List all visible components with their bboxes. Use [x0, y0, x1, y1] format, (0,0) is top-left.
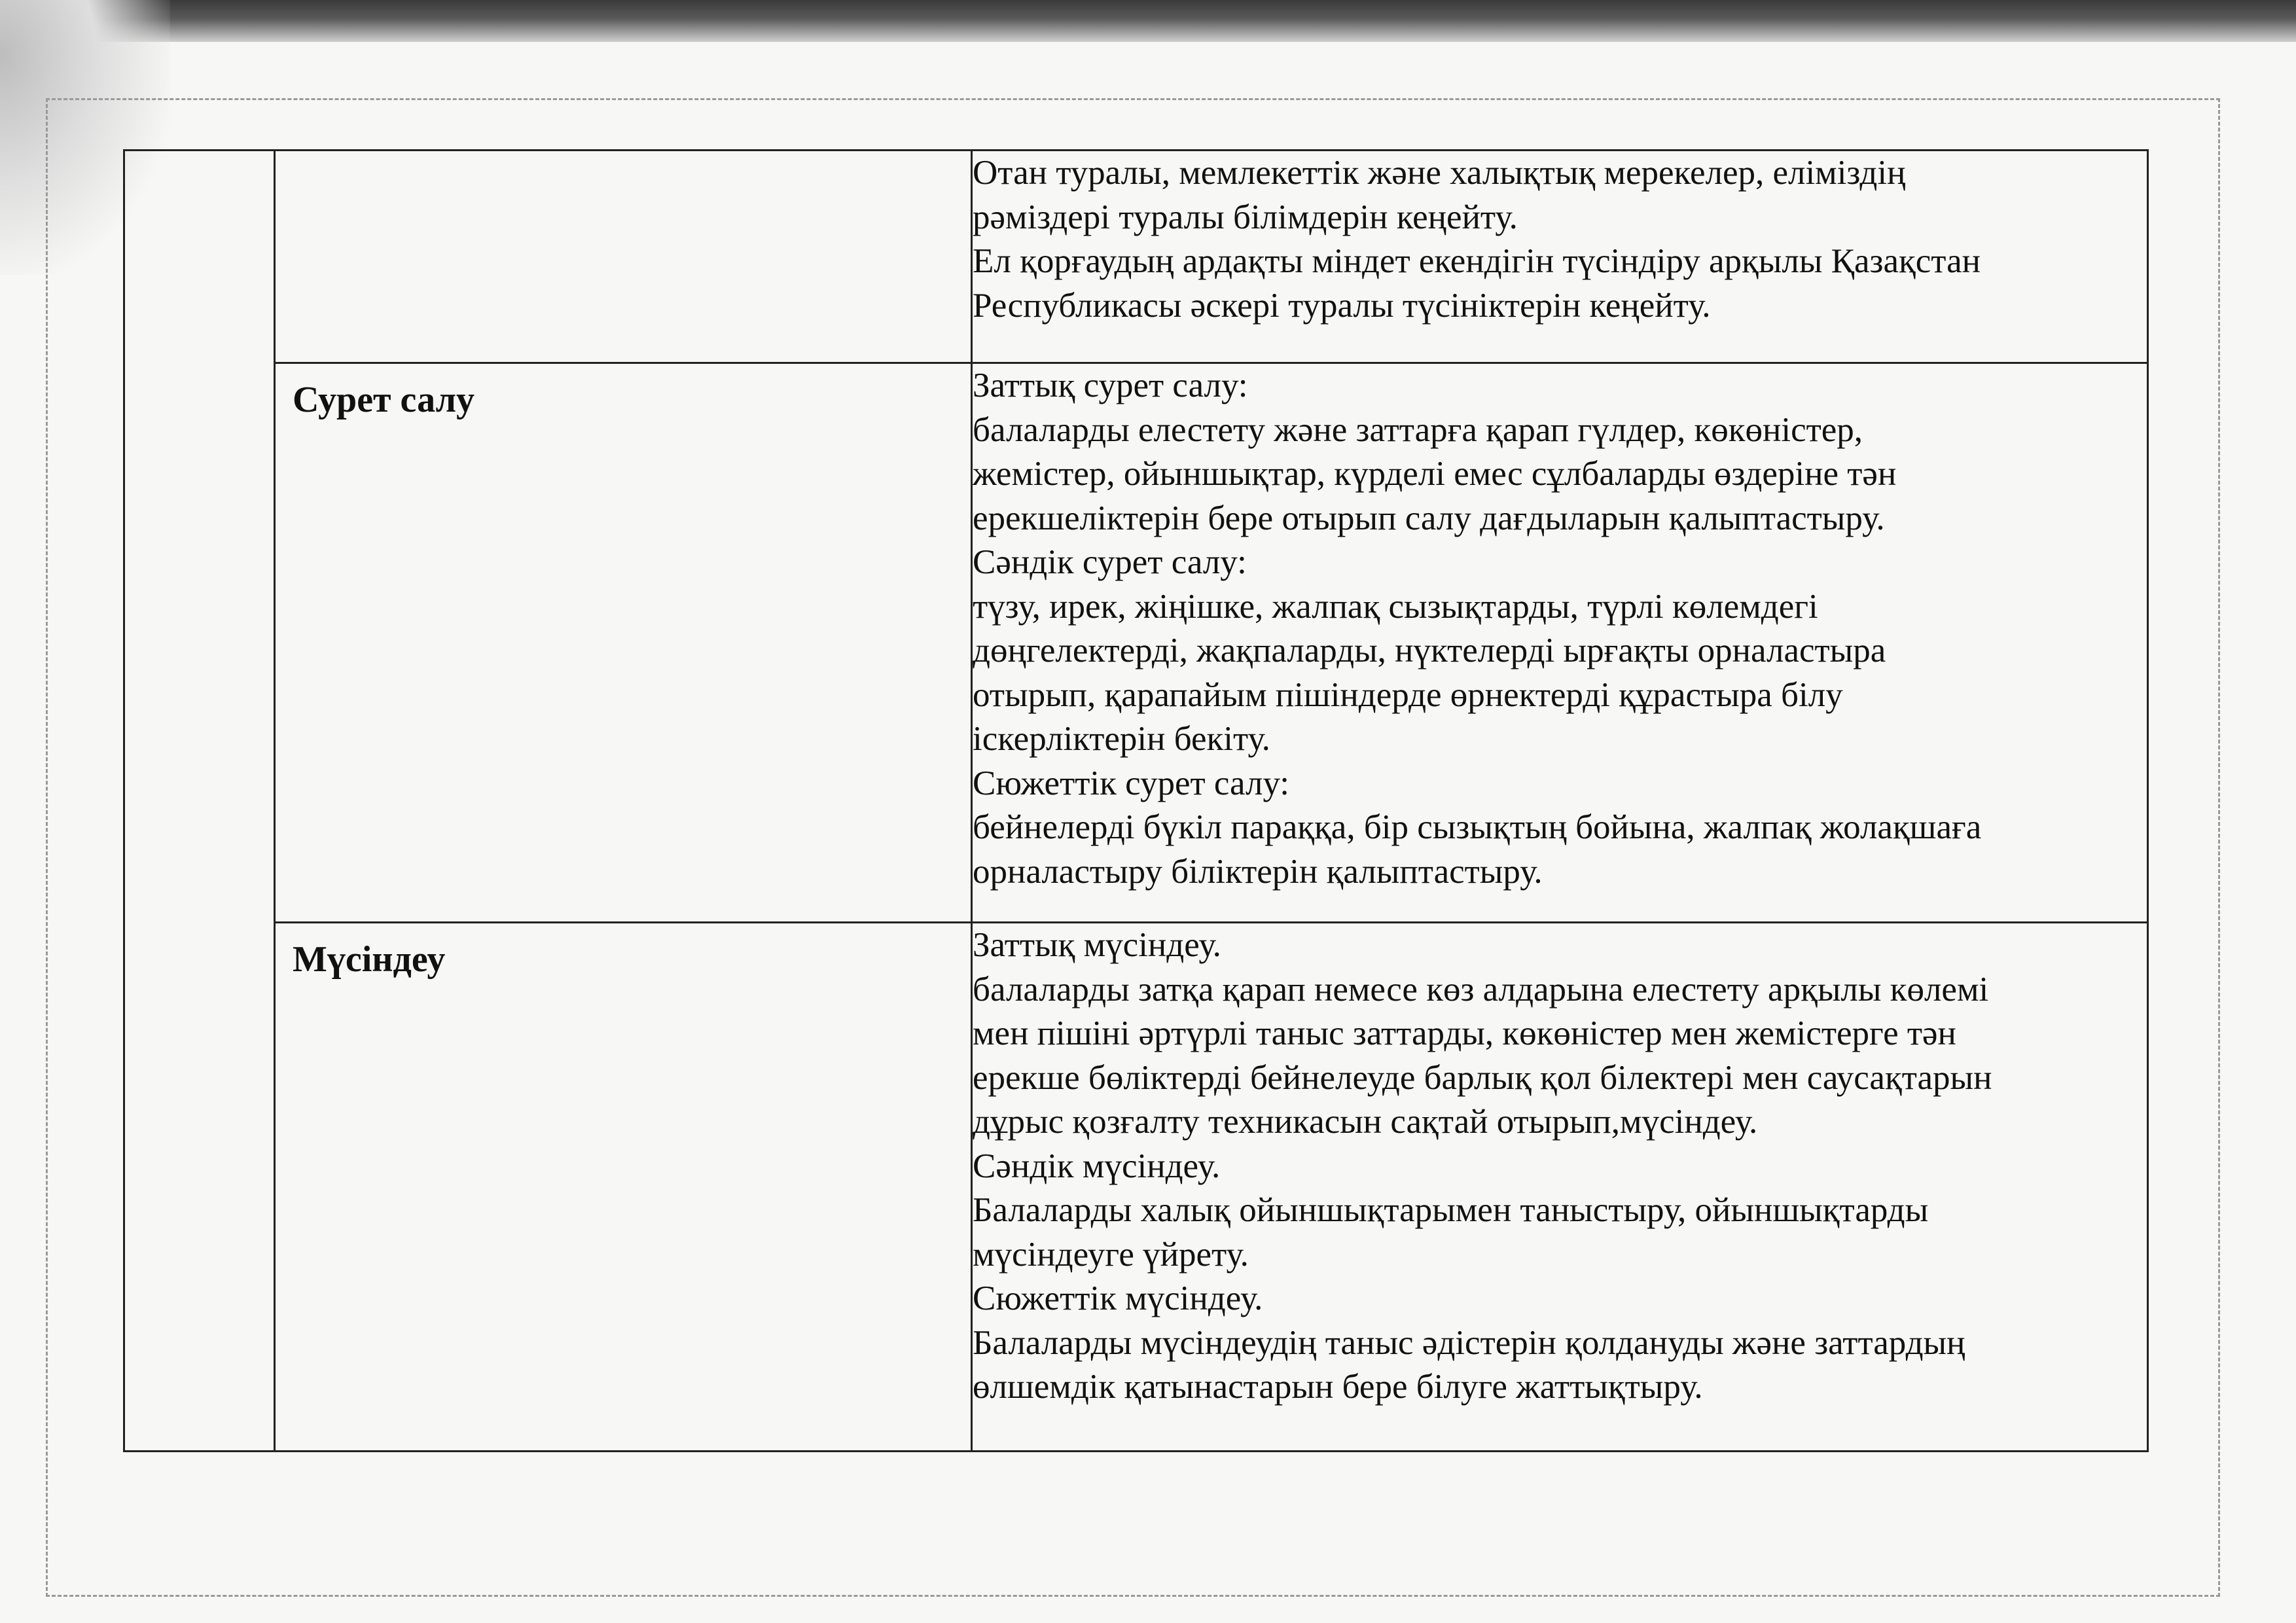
- content-line: мүсіндеуге үйрету.: [973, 1235, 1249, 1274]
- content-line: іскерліктерін бекіту.: [973, 720, 1270, 758]
- content-cell: [972, 363, 2148, 923]
- content-line: Сәндік мүсіндеу.: [973, 1147, 1221, 1185]
- section-title: Сурет салу: [293, 380, 475, 420]
- content-line: дөңгелектерді, жақпаларды, нүктелерді ырғақты орналастыра: [973, 632, 1886, 669]
- table-row: [124, 363, 2148, 923]
- content-cell: [972, 923, 2148, 1452]
- table-body: [124, 151, 2148, 1452]
- content-line: өлшемдік қатынастарын бере білуге жаттықтыру.: [973, 1368, 1703, 1406]
- content-line: орналастыру біліктерін қалыптастыру.: [973, 852, 1543, 891]
- content-line: Сюжеттік сурет салу:: [973, 764, 1290, 802]
- section-cell: [275, 363, 972, 923]
- section-cell: [275, 923, 972, 1452]
- section-title: Мүсіндеу: [293, 939, 446, 980]
- content-line: Республикасы әскері туралы түсініктерін кеңейту.: [973, 286, 1711, 325]
- content-line: түзу, ирек, жіңішке, жалпақ сызықтарды, түрлі көлемдегі: [973, 587, 1818, 626]
- content-line: Заттық мүсіндеу.: [973, 926, 1221, 964]
- table-row: [124, 151, 2148, 363]
- index-column-cell: [124, 151, 275, 1452]
- content-line: Сюжеттік мүсіндеу.: [973, 1279, 1263, 1317]
- content-line: Балаларды мүсіндеудің таныс әдістерін қолдануды және заттардың: [973, 1323, 1965, 1362]
- content-line: ерекше бөліктерді бейнелеуде барлық қол білектері мен саусақтарын: [973, 1058, 1992, 1097]
- content-line: Ел қорғаудың ардақты міндет екендігін түсіндіру арқылы Қазақстан: [973, 242, 1981, 280]
- content-line: балаларды елестету және заттарға қарап гүлдер, көкөністер,: [973, 410, 1863, 449]
- scan-top-shadow: [0, 0, 2296, 42]
- content-line: Балаларды халық ойыншықтарымен таныстыру, ойыншықтарды: [973, 1191, 1929, 1229]
- content-line: Заттық сурет салу:: [973, 366, 1248, 404]
- content-line: дұрыс қозғалту техникасын сақтай отырып,мүсіндеу.: [973, 1103, 1758, 1141]
- section-cell: [275, 151, 972, 363]
- content-line: рәміздері туралы білімдерін кеңейту.: [973, 198, 1518, 236]
- content-line: отырып, қарапайым пішіндерде өрнектерді құрастыра білу: [973, 675, 1843, 714]
- section-title: [276, 151, 971, 166]
- content-cell: [972, 151, 2148, 363]
- curriculum-table: [123, 149, 2149, 1452]
- content-line: балаларды затқа қарап немесе көз алдарына елестету арқылы көлемі: [973, 970, 1989, 1008]
- table-row: [124, 923, 2148, 1452]
- content-line: Сәндік сурет салу:: [973, 543, 1247, 581]
- content-line: мен пішіні әртүрлі таныс заттарды, көкөністер мен жемістерге тән: [973, 1014, 1956, 1052]
- content-line: жемістер, ойыншықтар, күрделі емес сұлбаларды өздеріне тән: [973, 455, 1897, 493]
- content-line: Отан туралы, мемлекеттік және халықтық мерекелер, еліміздің: [973, 154, 1906, 192]
- content-line: бейнелерді бүкіл параққа, бір сызықтың бойына, жалпақ жолақшаға: [973, 808, 1982, 846]
- content-line: ерекшеліктерін бере отырып салу дағдыларын қалыптастыру.: [973, 499, 1885, 537]
